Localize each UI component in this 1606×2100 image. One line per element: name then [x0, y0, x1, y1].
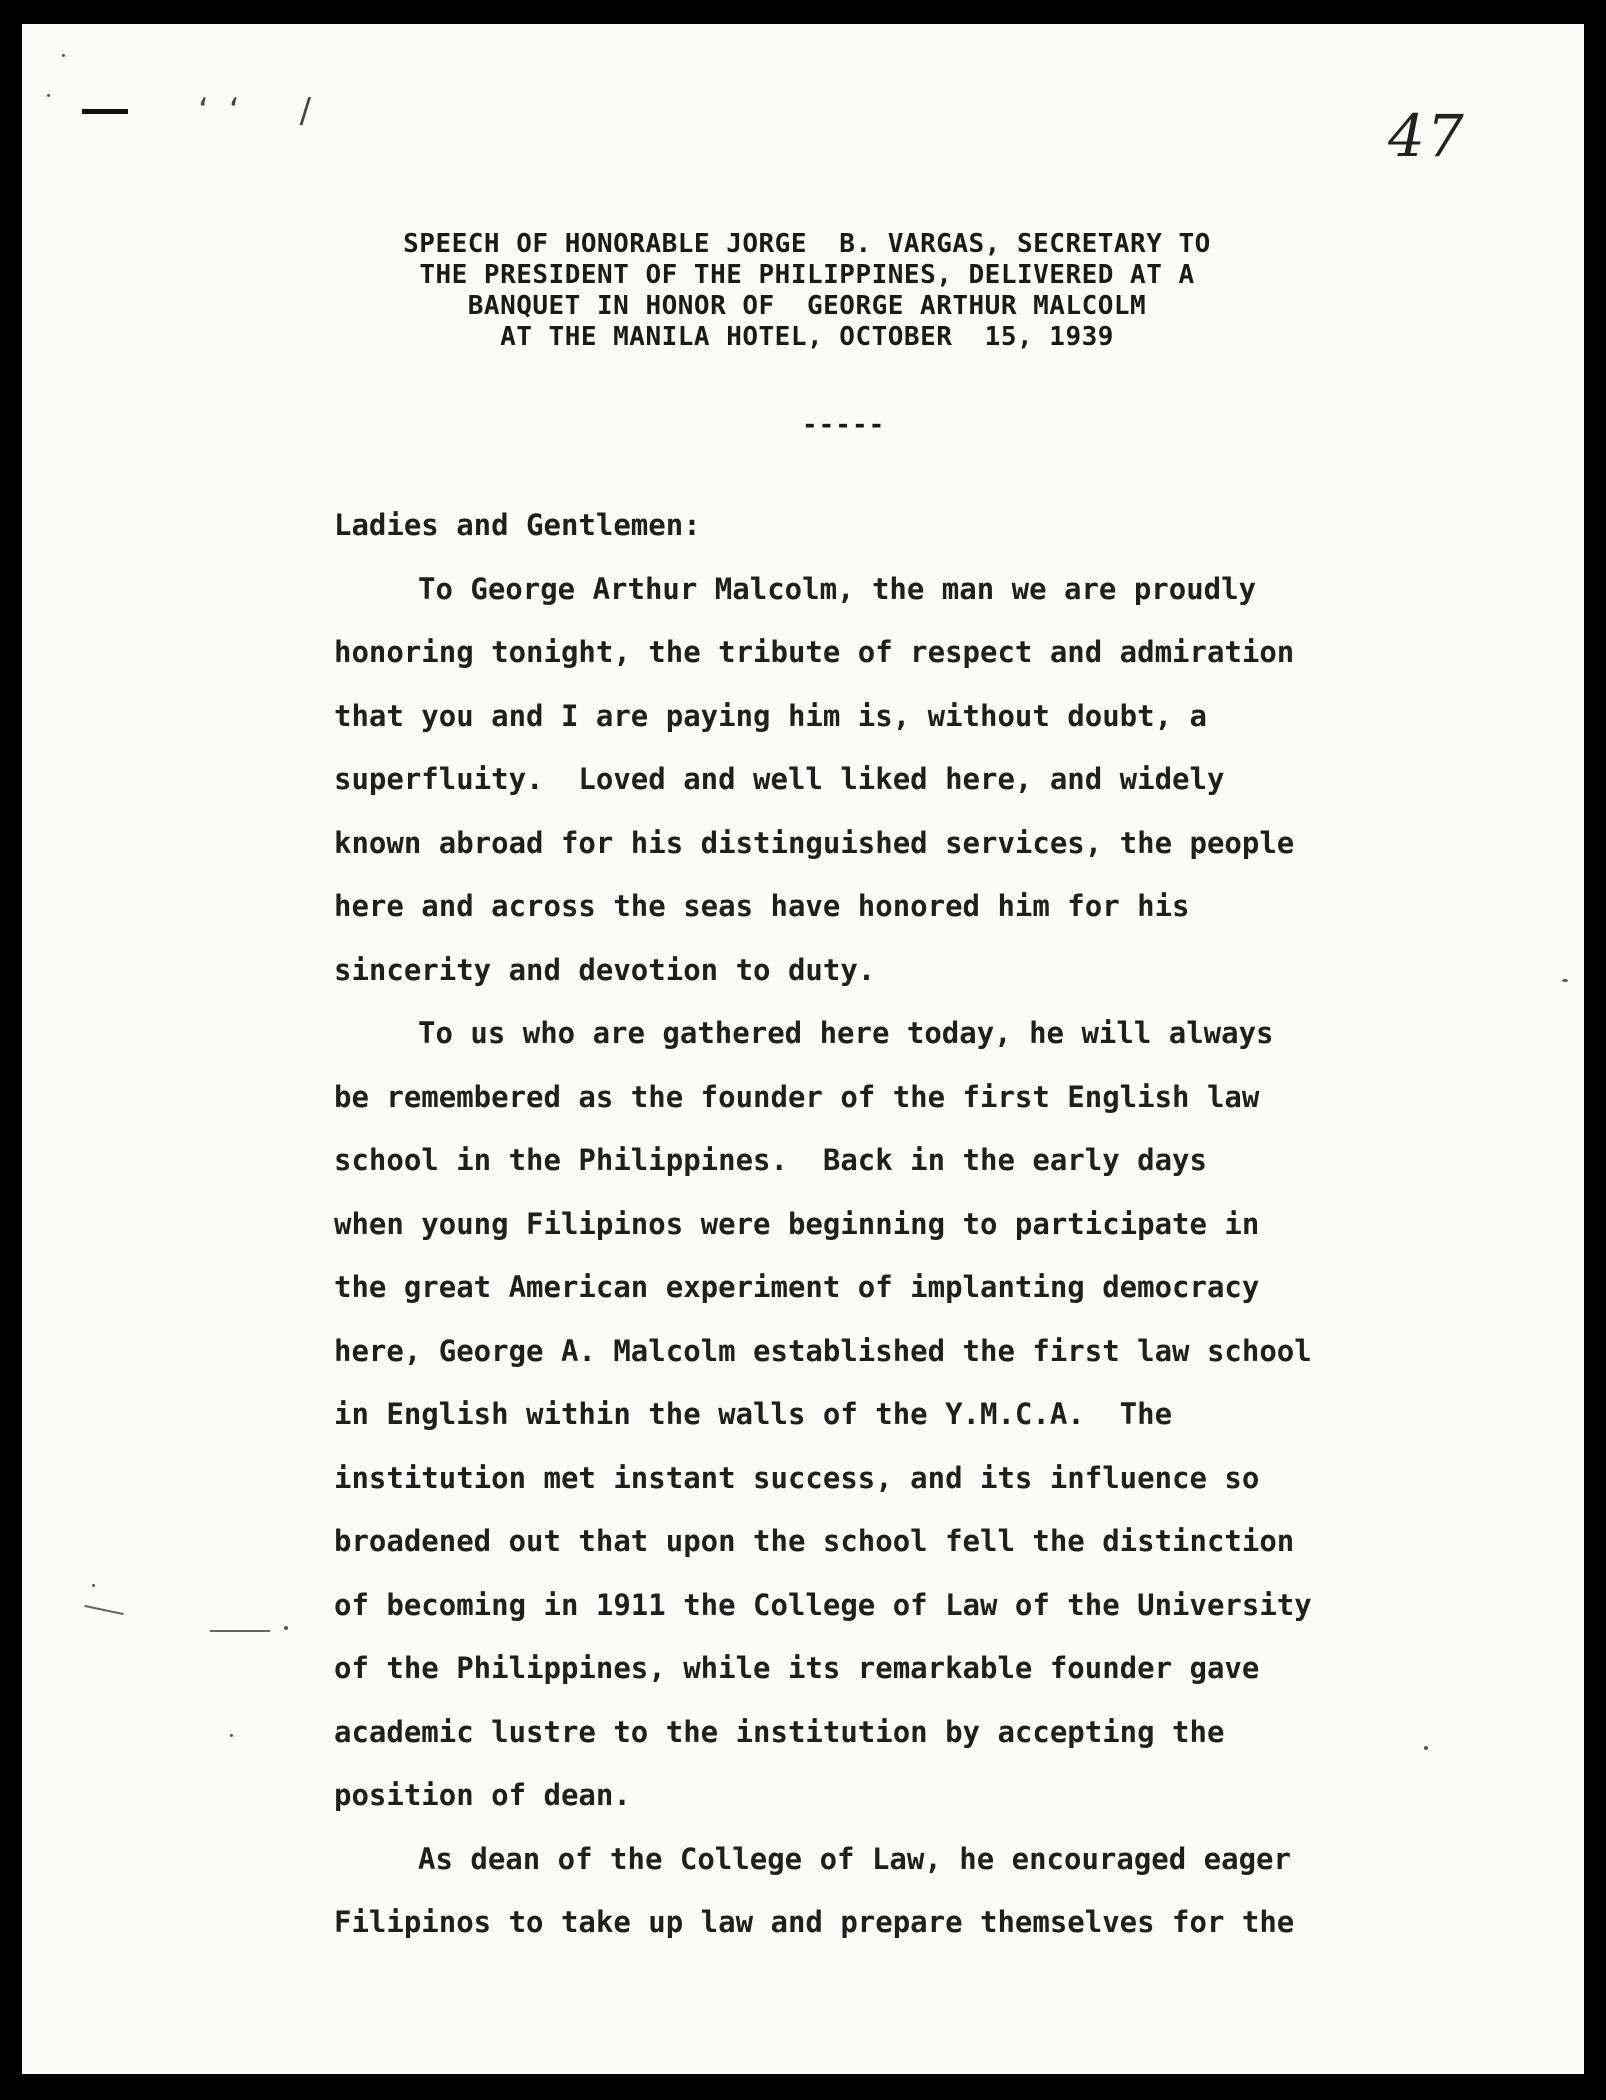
- scan-scratch: [84, 1605, 124, 1615]
- body-line: in English within the walls of the Y.M.C.A. The: [334, 1397, 1173, 1431]
- body-line: institution met instant success, and its influence so: [334, 1460, 1260, 1495]
- scan-scratch: [210, 1630, 270, 1632]
- speech-title: [242, 229, 1372, 353]
- body-line: To us who are gathered here today, he will always: [418, 1016, 1274, 1050]
- body-line: position of dean.: [334, 1778, 631, 1812]
- body-line: when young Filipinos were beginning to participate in: [334, 1206, 1260, 1241]
- body-line: be remembered as the founder of the first English law: [334, 1079, 1260, 1114]
- scan-speck: [92, 1584, 95, 1587]
- title-line: THE PRESIDENT OF THE PHILIPPINES, DELIVERED AT A: [419, 260, 1195, 290]
- title-line: SPEECH OF HONORABLE JORGE B. VARGAS, SECRETARY TO: [403, 229, 1211, 259]
- scan-speck: [1562, 979, 1568, 982]
- scan-speck: [284, 1626, 288, 1630]
- body-line: school in the Philippines. Back in the early days: [334, 1143, 1207, 1177]
- body-line: honoring tonight, the tribute of respect and admiration: [334, 635, 1295, 669]
- body-line: As dean of the College of Law, he encouraged eager: [418, 1841, 1291, 1876]
- margin-mark: ‘‘: [198, 91, 260, 131]
- title-line: BANQUET IN HONOR OF GEORGE ARTHUR MALCOLM: [467, 291, 1147, 321]
- body-line: known abroad for his distinguished services, the people: [334, 825, 1295, 860]
- title-line: AT THE MANILA HOTEL, OCTOBER 15, 1939: [500, 322, 1114, 352]
- body-line: here and across the seas have honored him for his: [334, 889, 1190, 923]
- document-page: [22, 24, 1584, 2074]
- body-line: superfluity. Loved and well liked here, and widely: [334, 762, 1225, 796]
- body-line: broadened out that upon the school fell the distinction: [334, 1524, 1295, 1558]
- scan-speck: [47, 94, 50, 97]
- page-number: 47: [1388, 102, 1466, 170]
- margin-marks: [82, 86, 371, 132]
- scan-speck: [230, 1734, 233, 1737]
- scan-speck: [1424, 1746, 1428, 1750]
- margin-dash: [82, 109, 128, 114]
- body-line: To George Arthur Malcolm, the man we are proudly: [418, 571, 1257, 606]
- body-line: of the Philippines, while its remarkable founder gave: [334, 1651, 1260, 1685]
- body-line: here, George A. Malcolm established the first law school: [334, 1333, 1312, 1368]
- body-line: the great American experiment of implanting democracy: [334, 1270, 1260, 1304]
- body-line: of becoming in 1911 the College of Law of the University: [334, 1587, 1312, 1622]
- body-line: Filipinos to take up law and prepare themselves for the: [334, 1905, 1295, 1939]
- salutation: Ladies and Gentlemen:: [334, 508, 701, 542]
- margin-mark: /: [299, 91, 332, 131]
- speech-body: [334, 494, 1514, 1955]
- scan-speck: [62, 54, 65, 57]
- body-line: sincerity and devotion to duty.: [334, 952, 876, 987]
- body-line: academic lustre to the institution by accepting the: [334, 1714, 1225, 1749]
- title-separator: -----: [802, 410, 886, 440]
- body-line: that you and I are paying him is, without doubt, a: [334, 698, 1207, 733]
